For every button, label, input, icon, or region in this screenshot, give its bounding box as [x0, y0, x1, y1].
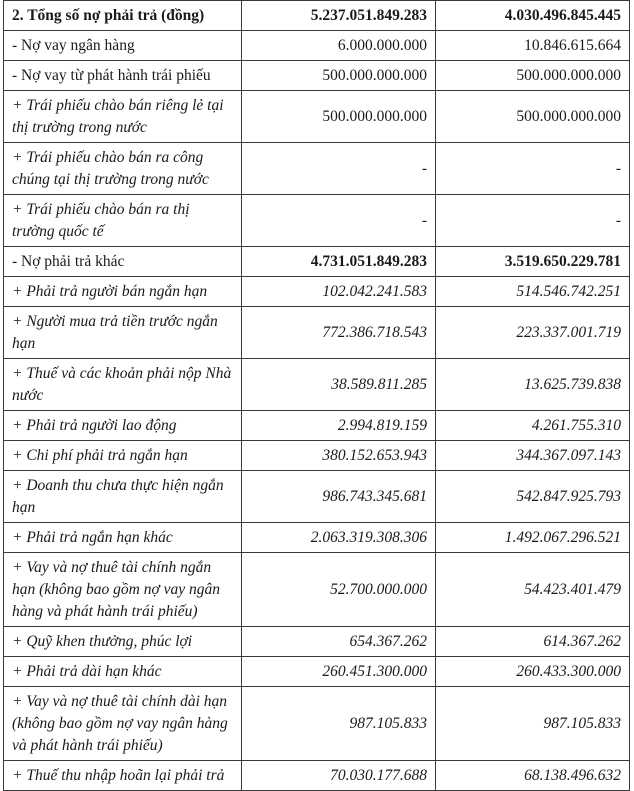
- row-label: + Thuế thu nhập hoãn lại phải trả: [4, 761, 242, 791]
- value-col-1: 500.000.000.000: [242, 61, 436, 91]
- value-col-2: 542.847.925.793: [436, 471, 630, 523]
- value-col-1: 5.237.051.849.283: [242, 1, 436, 31]
- value-col-1: -: [242, 143, 436, 195]
- row-label: + Phải trả người lao động: [4, 411, 242, 441]
- row-label: + Chi phí phải trả ngắn hạn: [4, 441, 242, 471]
- value-col-2: 3.519.650.229.781: [436, 247, 630, 277]
- table-row: [4, 411, 630, 441]
- value-col-1: 2.994.819.159: [242, 411, 436, 441]
- value-col-1: 52.700.000.000: [242, 553, 436, 627]
- row-label: + Trái phiếu chào bán ra công chúng tại thị trường trong nước: [4, 143, 242, 195]
- table-row: [4, 441, 630, 471]
- row-label: + Trái phiếu chào bán riêng lẻ tại thị trường trong nước: [4, 91, 242, 143]
- row-label: + Trái phiếu chào bán ra thị trường quốc tế: [4, 195, 242, 247]
- value-col-1: 986.743.345.681: [242, 471, 436, 523]
- value-col-1: 70.030.177.688: [242, 761, 436, 791]
- table-row: [4, 195, 630, 247]
- value-col-2: 500.000.000.000: [436, 61, 630, 91]
- table-row: [4, 553, 630, 627]
- row-label: + Phải trả người bán ngắn hạn: [4, 277, 242, 307]
- row-label: + Quỹ khen thưởng, phúc lợi: [4, 627, 242, 657]
- value-col-1: 2.063.319.308.306: [242, 523, 436, 553]
- row-label: + Người mua trả tiền trước ngắn hạn: [4, 307, 242, 359]
- value-col-2: 68.138.496.632: [436, 761, 630, 791]
- row-label: - Nợ phải trả khác: [4, 247, 242, 277]
- table-row: [4, 687, 630, 761]
- value-col-2: 223.337.001.719: [436, 307, 630, 359]
- value-col-2: 500.000.000.000: [436, 91, 630, 143]
- table-row: [4, 91, 630, 143]
- value-col-2: 13.625.739.838: [436, 359, 630, 411]
- row-label: - Nợ vay ngân hàng: [4, 31, 242, 61]
- table-row: [4, 143, 630, 195]
- row-label: + Thuế và các khoản phải nộp Nhà nước: [4, 359, 242, 411]
- value-col-1: 102.042.241.583: [242, 277, 436, 307]
- row-label: + Doanh thu chưa thực hiện ngắn hạn: [4, 471, 242, 523]
- row-label: + Phải trả dài hạn khác: [4, 657, 242, 687]
- value-col-2: 4.030.496.845.445: [436, 1, 630, 31]
- value-col-1: 500.000.000.000: [242, 91, 436, 143]
- value-col-2: -: [436, 195, 630, 247]
- table-row: [4, 1, 630, 31]
- value-col-2: 54.423.401.479: [436, 553, 630, 627]
- value-col-1: 380.152.653.943: [242, 441, 436, 471]
- value-col-1: 4.731.051.849.283: [242, 247, 436, 277]
- table-row: [4, 627, 630, 657]
- value-col-1: 38.589.811.285: [242, 359, 436, 411]
- value-col-1: 987.105.833: [242, 687, 436, 761]
- value-col-1: 260.451.300.000: [242, 657, 436, 687]
- table-row: [4, 523, 630, 553]
- row-label: 2. Tổng số nợ phải trả (đồng): [4, 1, 242, 31]
- row-label: + Vay và nợ thuê tài chính ngắn hạn (không bao gồm nợ vay ngân hàng và phát hành trái phiếu): [4, 553, 242, 627]
- row-label: - Nợ vay từ phát hành trái phiếu: [4, 61, 242, 91]
- value-col-2: 344.367.097.143: [436, 441, 630, 471]
- value-col-1: 654.367.262: [242, 627, 436, 657]
- value-col-2: 514.546.742.251: [436, 277, 630, 307]
- value-col-1: 6.000.000.000: [242, 31, 436, 61]
- table-row: [4, 307, 630, 359]
- value-col-2: 4.261.755.310: [436, 411, 630, 441]
- value-col-2: 614.367.262: [436, 627, 630, 657]
- table-row: [4, 359, 630, 411]
- value-col-2: 10.846.615.664: [436, 31, 630, 61]
- table-row: [4, 31, 630, 61]
- value-col-1: 772.386.718.543: [242, 307, 436, 359]
- value-col-2: 260.433.300.000: [436, 657, 630, 687]
- table-row: [4, 471, 630, 523]
- value-col-2: 987.105.833: [436, 687, 630, 761]
- table-row: [4, 657, 630, 687]
- table-row: [4, 61, 630, 91]
- liabilities-table: [3, 0, 630, 791]
- table-row: [4, 247, 630, 277]
- value-col-2: 1.492.067.296.521: [436, 523, 630, 553]
- row-label: + Vay và nợ thuê tài chính dài hạn (không bao gồm nợ vay ngân hàng và phát hành trái phiếu): [4, 687, 242, 761]
- value-col-2: -: [436, 143, 630, 195]
- table-row: [4, 277, 630, 307]
- row-label: + Phải trả ngắn hạn khác: [4, 523, 242, 553]
- value-col-1: -: [242, 195, 436, 247]
